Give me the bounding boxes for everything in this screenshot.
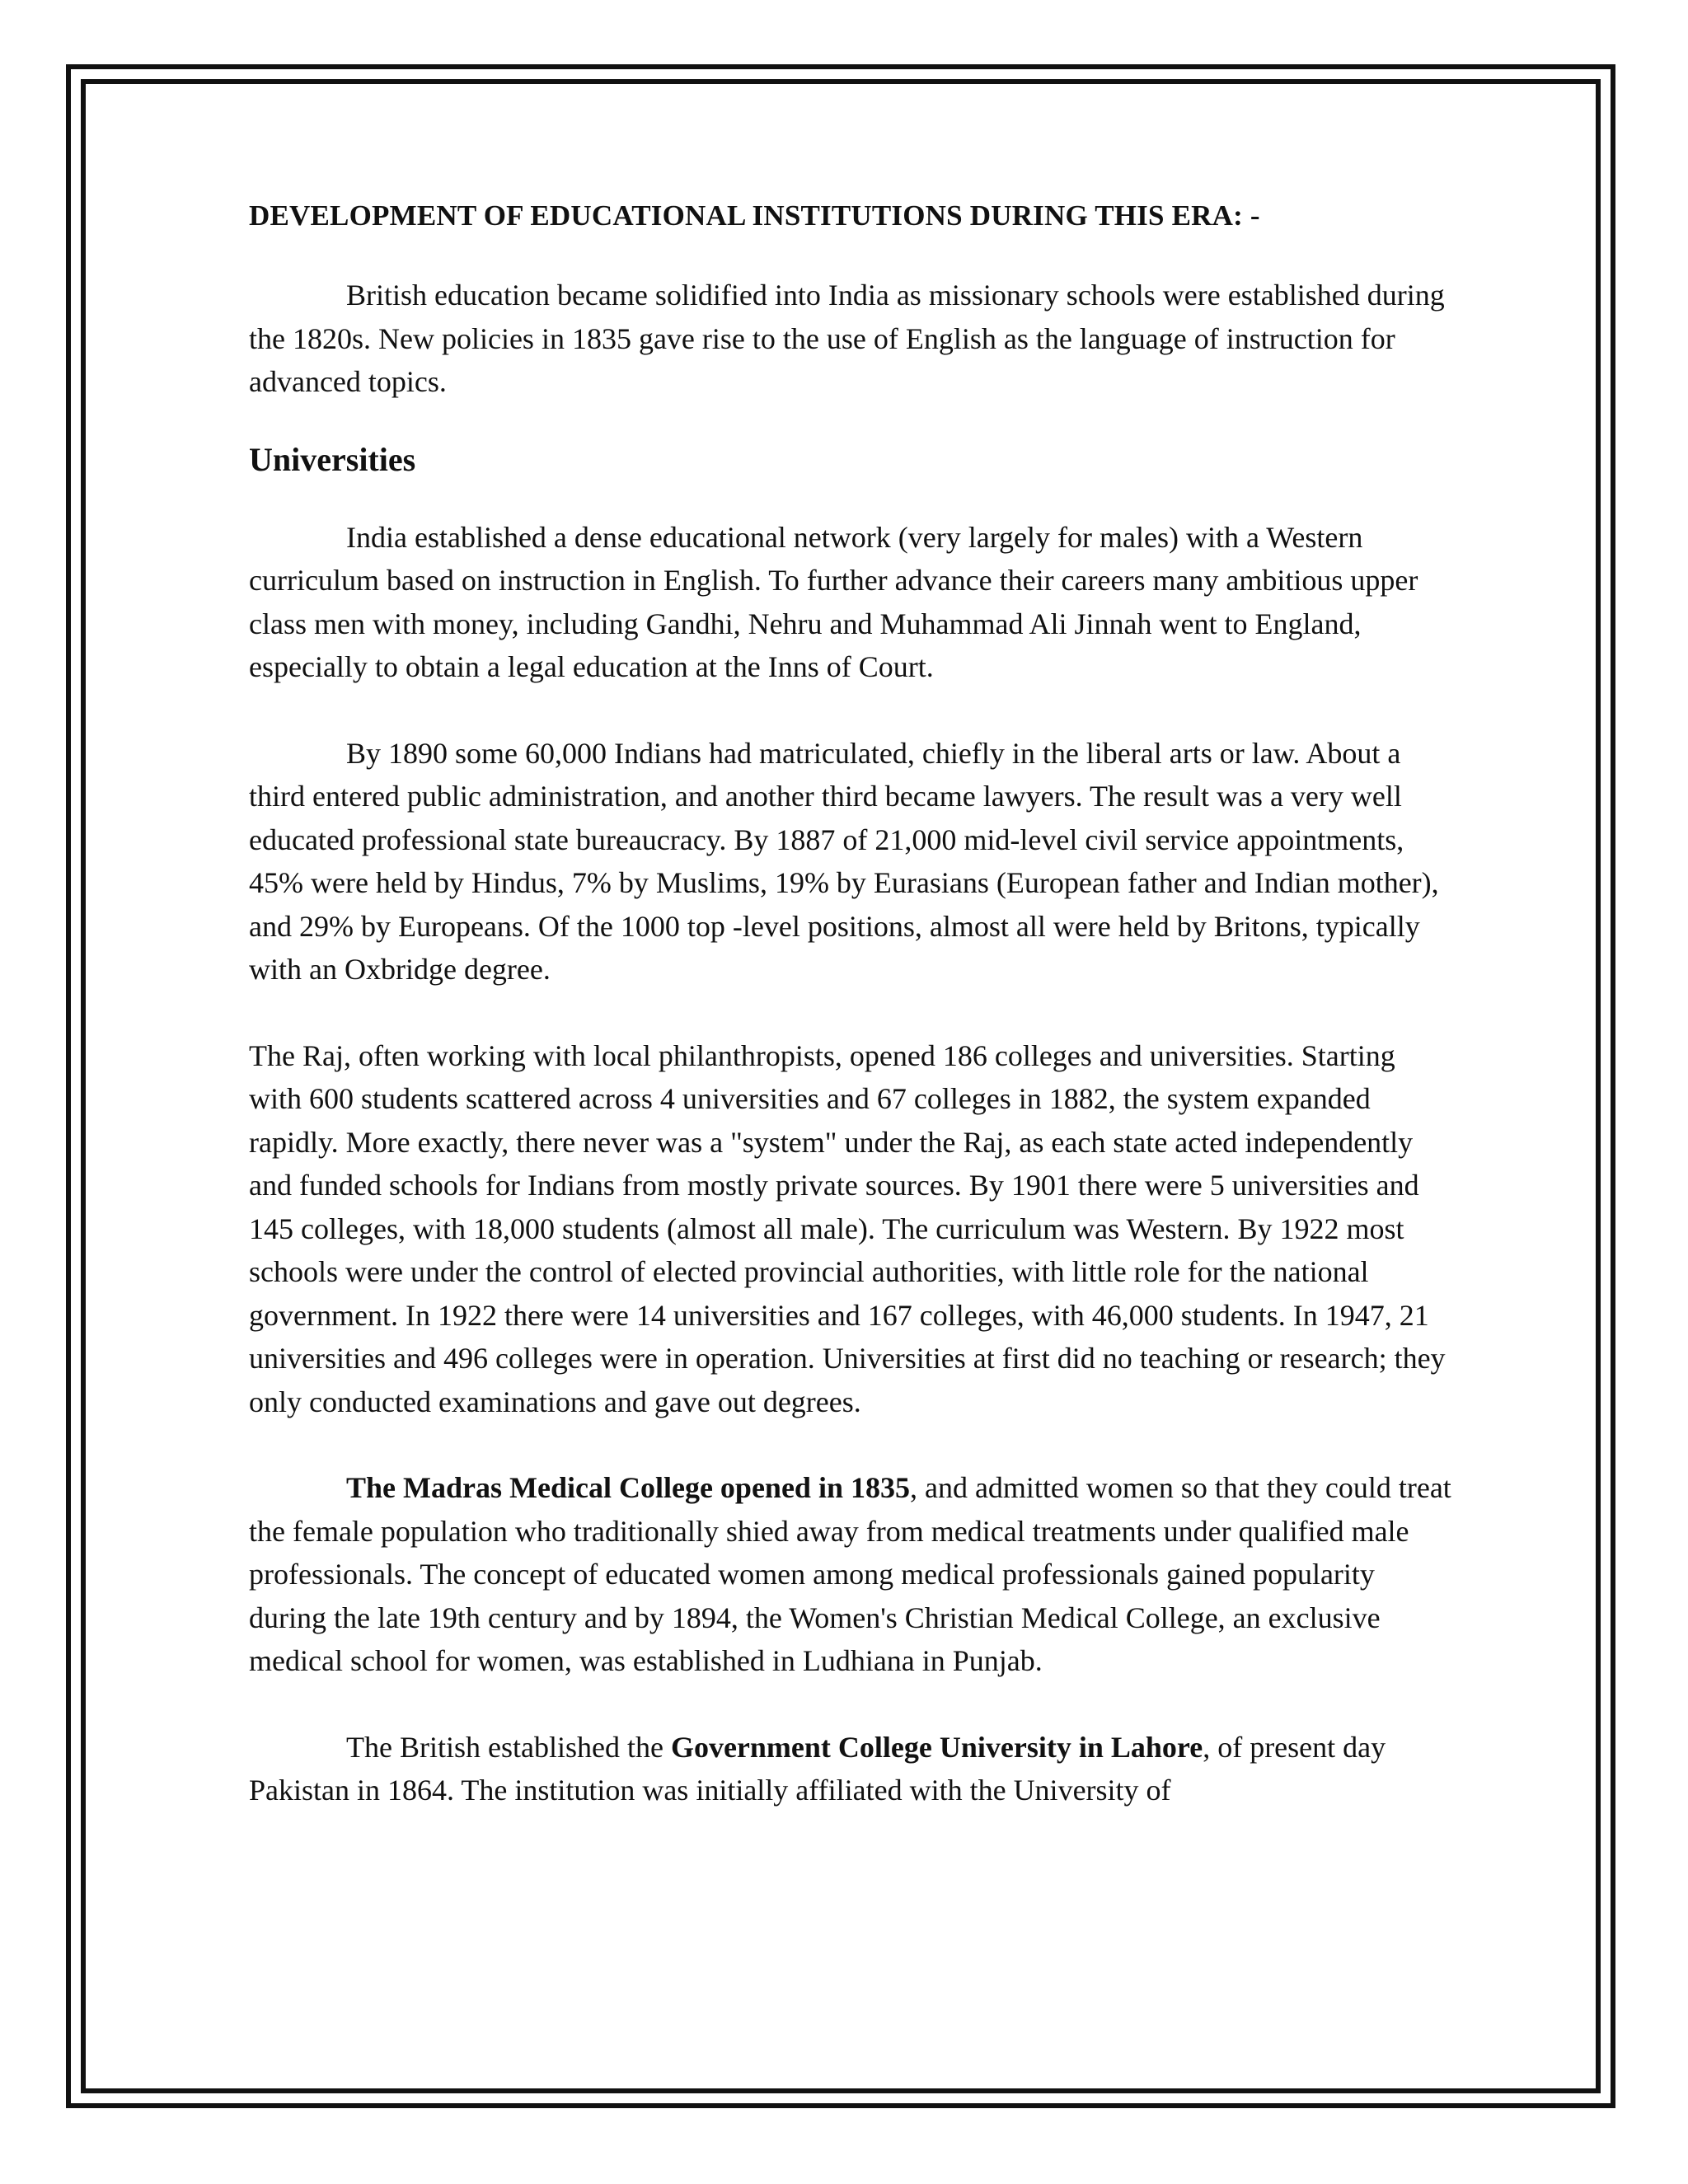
document-heading: DEVELOPMENT OF EDUCATIONAL INSTITUTIONS DURING THIS ERA: - — [249, 199, 1260, 232]
paragraph-madras-medical — [249, 1466, 1452, 1683]
government-college-bold: Government College University in Lahore — [670, 1730, 1203, 1764]
madras-medical-bold: The Madras Medical College opened in 1835 — [346, 1471, 910, 1504]
paragraph-raj-colleges: The Raj, often working with local philanthropists, opened 186 colleges and universities. Starting with 600 students scattered across 4 universities and 67 colleges in 1882, the system expanded rapidly. More exactly, there never was a "system" under the Raj, as each state acted independently and funded schools for Indians from mostly private sources. By 1901 there were 5 universities and 145 colleges, with 18,000 students (almost all male). The curriculum was Western. By 1922 most schools were under the control of elected provincial authorities, with little role for the national government. In 1922 there were 14 universities and 167 colleges, with 46,000 students. In 1947, 21 universities and 496 colleges were in operation. Universities at first did no teaching or research; they only conducted examinations and gave out degrees. — [249, 1038, 1446, 1418]
document-body — [249, 194, 1452, 1812]
paragraph-network: India established a dense educational network (very largely for males) with a Western curriculum based on instruction in English. To further advance their careers many ambitious upper class men with money, including Gandhi, Nehru and Muhammad Ali Jinnah went to England, especially to obtain a legal education at the Inns of Court. — [249, 520, 1418, 683]
section-title-universities: Universities — [249, 440, 416, 478]
government-college-intro: The British established the — [346, 1730, 671, 1764]
madras-medical-text: , and admitted women so that they could treat the female population who traditionally shied away from medical treatments under qualified male professionals. The concept of educated women among medical professionals gained popularity during the late 19th century and by 1894, the Women's Christian Medical College, an exclusive medical school for women, was established in Ludhiana in Punjab. — [249, 1471, 1451, 1677]
intro-paragraph: British education became solidified into India as missionary schools were established during the 1820s. New policies in 1835 gave rise to the use of English as the language of instruction for advanced topics. — [249, 279, 1445, 398]
paragraph-government-college — [249, 1726, 1452, 1812]
government-college-text: , of present day Pakistan in 1864. The institution was initially affiliated with the University of — [249, 1730, 1386, 1807]
paragraph-matriculation: By 1890 some 60,000 Indians had matriculated, chiefly in the liberal arts or law. About a third entered public administration, and another third became lawyers. The result was a very well educated professional state bureaucracy. By 1887 of 21,000 mid-level civil service appointments, 45% were held by Hindus, 7% by Muslims, 19% by Eurasians (European father and Indian mother), and 29% by Europeans. Of the 1000 top -level positions, almost all were held by Britons, typically with an Oxbridge degree. — [249, 736, 1439, 986]
